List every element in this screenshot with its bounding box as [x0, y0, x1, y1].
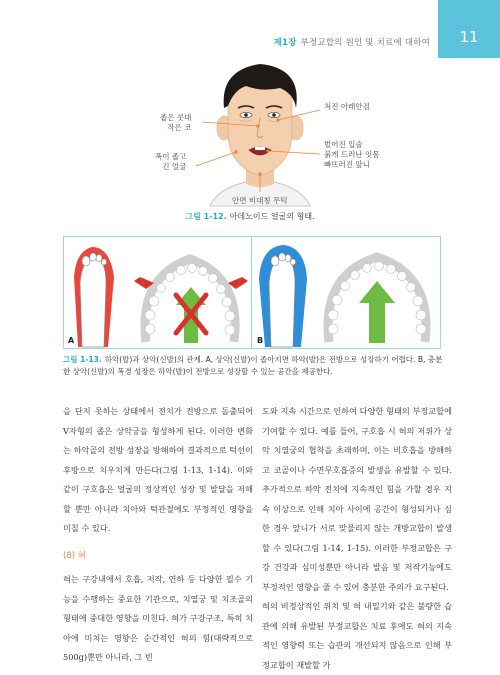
figure-1-13-caption: 그림 1-13. 하악(발)과 상악(신발)의 관계. A, 상악(신발)이 좁아지면 하악(발)은 전방으로 성장하기 어렵다. B, 충분한 상악(신발)의 폭경 성장은 하악(발)이 전방으로 성장할 수 있는 공간을 제공한다.: [63, 355, 443, 376]
page-number-tab: [438, 0, 500, 58]
panel-a: [64, 237, 252, 348]
body-paragraph: 도와 지속 시간으로 인하여 다양한 형태의 부정교합에 기여할 수 있다. 예를 들어, 구호흡 시 혀의 저위가 상악 치열궁의 협착을 초래하며, 이는 비호흡을 방해하고 코골이나 수면무호흡증의 발생을 유발할 수 있다. 추가적으로 하악 전치에 지속적인 힘을 가할 경우 지속 이상으로 인해 치아 사이에 공간이 형성되거나 심한 경우 앞니가 서로 맞물리지 않는 개방교합이 발생할 수 있다(그림 1-14, 1-15). 이러한 부정교합은 구강 건강과 심미성뿐만 아니라 발음 및 저작기능에도 부정적인 영향을 줄 수 있어 충분한 주의가 요구된다.: [262, 406, 452, 592]
label-sagging-eyelid: 처진 아래안검: [324, 102, 370, 111]
panel-a-label: A: [68, 336, 75, 345]
chapter-label: 제1장: [273, 38, 297, 48]
body-paragraph: 을 단지 못하는 상태에서 전치가 전방으로 돌출되어 V자형의 좁은 상악궁을 형성하게 된다. 이러한 변화는 하악골의 전방 성장을 방해하여 결과적으로 턱선이 후방으로 치우치게 만든다(그림 1-13, 1-14). 이와 같이 구호흡은 얼굴의 정상적인 성장 및 발달을 저해할 뿐만 아니라 치아와 턱관절에도 부정적인 영향을 미칠 수 있다.: [63, 406, 253, 533]
label-chin: 안면 비대칭 무턱: [232, 196, 288, 205]
body-column-right: [262, 402, 452, 675]
figure-foot-shoe-arch: [63, 236, 441, 349]
body-paragraph: 혀의 비정상적인 위치 및 혀 내밀기와 같은 불량한 습관에 의해 유발된 부정교합은 치료 후에도 혀의 지속적인 영향력 또는 습관의 개선되지 않음으로 인해 부정교합이 재발할 가: [262, 601, 452, 670]
panel-a-illustration: [64, 237, 252, 348]
section-heading-tongue: (8) 혀: [63, 550, 86, 561]
panel-b-illustration: [253, 237, 440, 348]
panel-b-label: B: [257, 336, 264, 345]
running-header: [274, 36, 430, 48]
chapter-title: 부정교합의 원인 및 치료에 대하여: [300, 38, 430, 48]
page-number: 11: [459, 28, 479, 46]
panel-b: [253, 237, 440, 348]
body-column-left: [63, 402, 253, 668]
label-narrow-long-face: 폭이 좁고 긴 얼굴: [155, 152, 187, 171]
body-paragraph: 혀는 구강내에서 호흡, 저작, 연하 등 다양한 필수 기능을 수행하는 중요한 기관으로, 치열궁 및 치조골의 형태에 중대한 영향을 미친다. 혀가 구강구조, 특히 치아에 미치는 영향은 순간적인 혀의 힘(대략적으로 500g)뿐만 아니라, 그 빈: [63, 574, 253, 662]
label-open-lips: 벌어진 입술 붉게 드러난 잇몸 빠뜨러진 앞니: [324, 140, 380, 169]
label-narrow-nose: 좁은 콧대 작은 코: [160, 113, 192, 132]
figure-1-12-caption: 그림 1-12. 아데노이드 얼굴의 형태.: [185, 212, 315, 221]
